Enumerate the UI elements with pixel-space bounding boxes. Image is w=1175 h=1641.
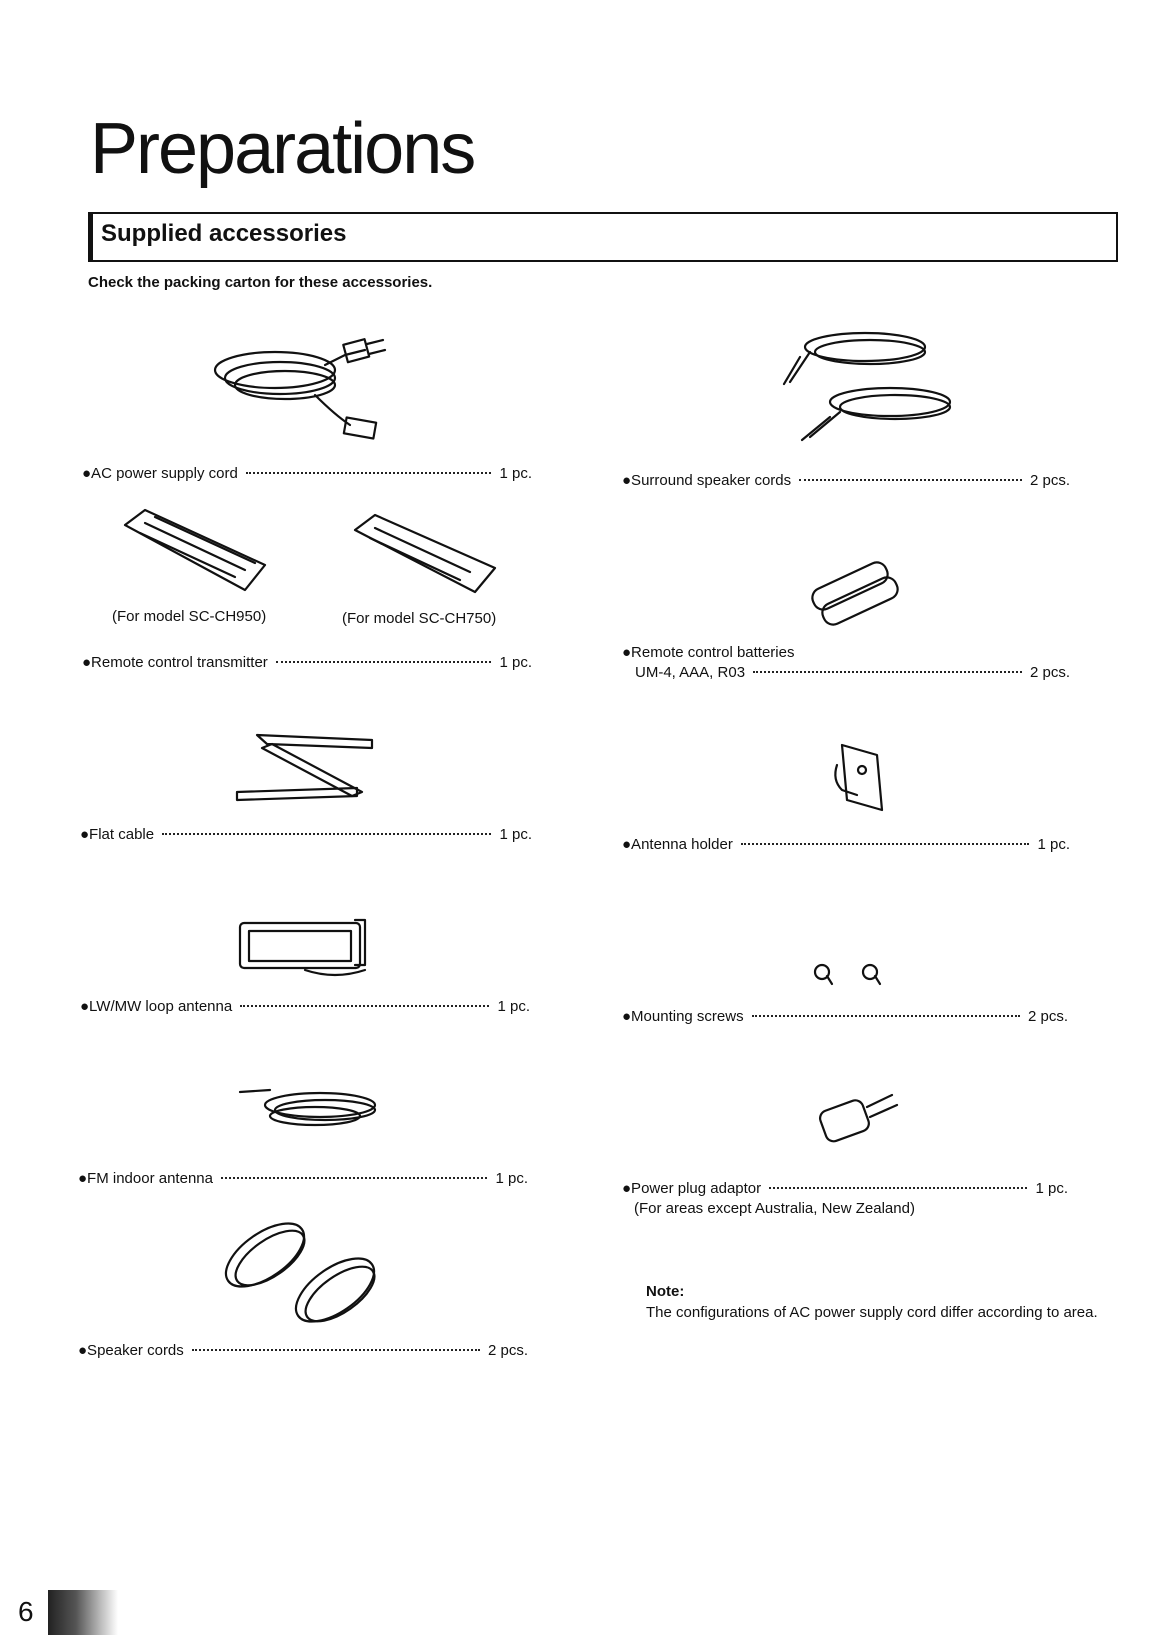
item-qty: 2 pcs. (487, 1342, 528, 1359)
item-label: ●LW/MW loop antenna (80, 998, 233, 1015)
item-power-plug-sub: (For areas except Australia, New Zealand) (634, 1200, 915, 1217)
note-body: The configurations of AC power supply cord differ according to area. (646, 1304, 1098, 1321)
item-qty: 1 pc. (1037, 836, 1070, 853)
leader-dots (192, 1349, 480, 1351)
page-title: Preparations (90, 109, 475, 189)
item-label: ●Remote control transmitter (82, 654, 268, 671)
leader-dots (799, 479, 1022, 481)
item-label: ●FM indoor antenna (78, 1170, 213, 1187)
section-heading: Supplied accessories (101, 220, 347, 247)
remote-caption-sc-ch950: (For model SC-CH950) (112, 608, 267, 625)
ac-power-cord-icon (205, 330, 395, 450)
intro-text: Check the packing carton for these accessories. (88, 274, 433, 291)
item-qty: 1 pc. (495, 1170, 528, 1187)
leader-dots (769, 1187, 1027, 1189)
item-label: ●Antenna holder (622, 836, 733, 853)
power-plug-adaptor-icon (812, 1085, 902, 1150)
leader-dots (741, 843, 1030, 845)
section-heading-box (88, 212, 1118, 262)
item-label: ●AC power supply cord (82, 465, 238, 482)
item-antenna-holder (622, 836, 1070, 853)
remote-control-sc-ch750-icon (350, 510, 500, 595)
item-qty: 1 pc. (1035, 1180, 1068, 1197)
remote-batteries-icon (800, 545, 910, 625)
item-qty: 2 pcs. (1027, 1008, 1068, 1025)
item-remote-transmitter (82, 654, 532, 671)
item-qty: 2 pcs. (1029, 664, 1070, 681)
item-qty: 1 pc. (497, 998, 530, 1015)
remote-caption-sc-ch750: (For model SC-CH750) (342, 610, 497, 627)
item-speaker-cords (78, 1342, 528, 1359)
item-label: ●Speaker cords (78, 1342, 184, 1359)
item-fm-antenna (78, 1170, 528, 1187)
item-power-plug-adaptor (622, 1180, 1068, 1197)
item-ac-power-cord (82, 465, 532, 482)
item-qty: 2 pcs. (1029, 472, 1070, 489)
speaker-cords-icon (210, 1210, 395, 1340)
page-number: 6 (18, 1596, 34, 1627)
item-qty: 1 pc. (499, 465, 532, 482)
flat-cable-icon (232, 730, 382, 810)
item-label: ●Mounting screws (622, 1008, 744, 1025)
item-qty: 1 pc. (499, 654, 532, 671)
note-title: Note: (646, 1283, 685, 1300)
item-mounting-screws (622, 1008, 1068, 1025)
item-label: ●Flat cable (80, 826, 155, 843)
leader-dots (221, 1177, 487, 1179)
leader-dots (240, 1005, 489, 1007)
item-flat-cable (80, 826, 532, 843)
surround-speaker-cords-icon (780, 322, 970, 452)
item-label: ●Surround speaker cords (622, 472, 792, 489)
item-qty: 1 pc. (499, 826, 532, 843)
item-batteries (635, 664, 1070, 681)
item-label: ●Power plug adaptor (622, 1180, 762, 1197)
item-surround-cords (622, 472, 1070, 489)
remote-control-sc-ch950-icon (115, 505, 275, 595)
page-tab-marker (48, 1590, 118, 1635)
leader-dots (246, 472, 492, 474)
leader-dots (276, 661, 492, 663)
leader-dots (752, 1015, 1020, 1017)
leader-dots (162, 833, 491, 835)
mounting-screws-icon (812, 962, 892, 987)
item-batteries-label: ●Remote control batteries (622, 644, 795, 661)
fm-indoor-antenna-icon (235, 1080, 385, 1135)
loop-antenna-icon (235, 915, 375, 985)
leader-dots (753, 671, 1022, 673)
antenna-holder-icon (832, 740, 892, 815)
item-loop-antenna (80, 998, 530, 1015)
item-sub: UM-4, AAA, R03 (635, 664, 746, 681)
